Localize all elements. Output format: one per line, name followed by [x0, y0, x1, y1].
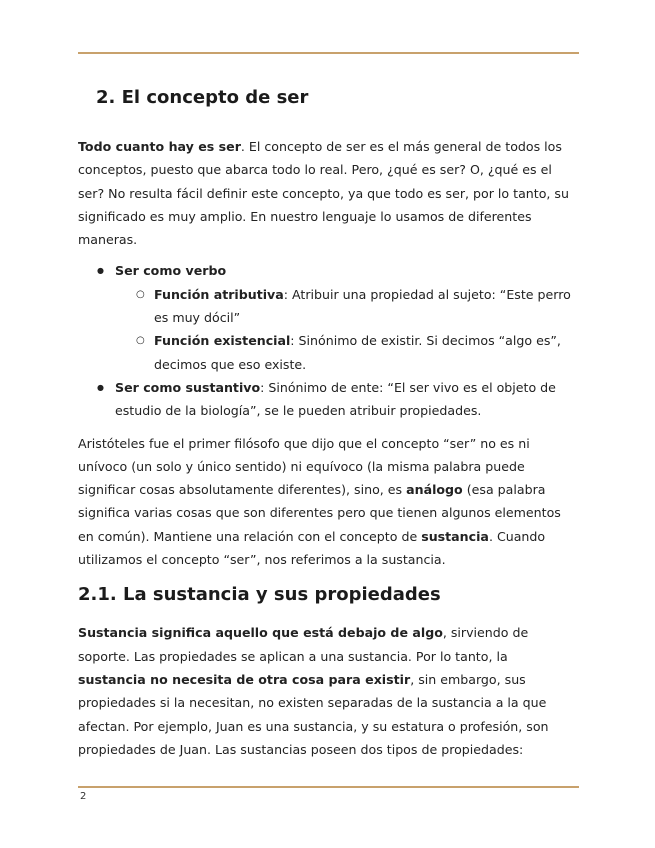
list-item-noun [115, 376, 579, 423]
page-number: 2 [80, 791, 87, 802]
list-item-attributive [154, 283, 579, 330]
verb-sublist [115, 283, 579, 376]
aristotle-text-3: . Cuando utilizamos el concepto “ser”, nos referimos a la sustancia. [78, 528, 546, 568]
noun-text: : Sinónimo de ente: “El ser vivo es el objeto de estudio de la biología”, se le pueden atribuir propiedades. [115, 379, 556, 419]
substance-bold-1: Sustancia significa aquello que está debajo de algo [78, 625, 443, 641]
list-item-existential [154, 329, 579, 376]
substance-text-1: , sirviendo de soporte. Las propiedades se aplican a una sustancia. Por lo tanto, la [78, 625, 529, 664]
section-title: 2. El concepto de ser [96, 87, 309, 108]
substance-text-2: , sin embargo, sus propiedades si la necesitan, no existen separadas de la sustancia a la que afectan. Por ejemplo, Juan es una sustancia, y su estatura o profesión, son propiedades de Juan. Las sustancias poseen dos tipos de propiedades: [78, 671, 549, 757]
aristotle-text-1: Aristóteles fue el primer filósofo que dijo que el concepto “ser” no es ni unívoco (un solo y único sentido) ni equívoco (la misma palabra puede significar cosas absolutamente diferentes), sino, es [78, 435, 530, 498]
aristotle-paragraph [78, 432, 579, 572]
attributive-label: Función atributiva [154, 286, 284, 302]
header-rule [78, 52, 579, 54]
intro-bold: Todo cuanto hay es ser [78, 139, 241, 154]
substance-paragraph [78, 621, 579, 761]
aristotle-bold-1: análogo [406, 482, 463, 498]
list-item-verb [115, 259, 579, 375]
aristotle-text-2: (esa palabra significa varias cosas que son diferentes pero que tienen algunos elementos en común). Mantiene una relación con el concepto de [78, 482, 561, 544]
intro-paragraph [78, 135, 579, 251]
uses-list [78, 259, 579, 422]
existential-text: : Sinónimo de existir. Si decimos “algo es”, decimos que eso existe. [154, 333, 561, 372]
noun-label: Ser como sustantivo [115, 379, 261, 395]
subsection-title: 2.1. La sustancia y sus propiedades [78, 584, 441, 606]
substance-bold-2: sustancia no necesita de otra cosa para existir [78, 671, 411, 687]
page-content [78, 86, 579, 761]
existential-label: Función existencial [154, 333, 291, 349]
verb-label: Ser como verbo [115, 263, 227, 279]
aristotle-bold-2: sustancia [421, 528, 489, 544]
footer-rule [78, 786, 579, 788]
attributive-text: : Atribuir una propiedad al sujeto: “Este perro es muy dócil” [154, 286, 571, 326]
intro-text: . El concepto de ser es el más general de todos los conceptos, puesto que abarca todo lo real. Pero, ¿qué es ser? O, ¿qué es el ser? No resulta fácil definir este concepto, ya que todo es ser, por lo tanto, su significado es muy amplio. En nuestro lenguaje lo usamos de diferentes maneras. [78, 139, 569, 248]
